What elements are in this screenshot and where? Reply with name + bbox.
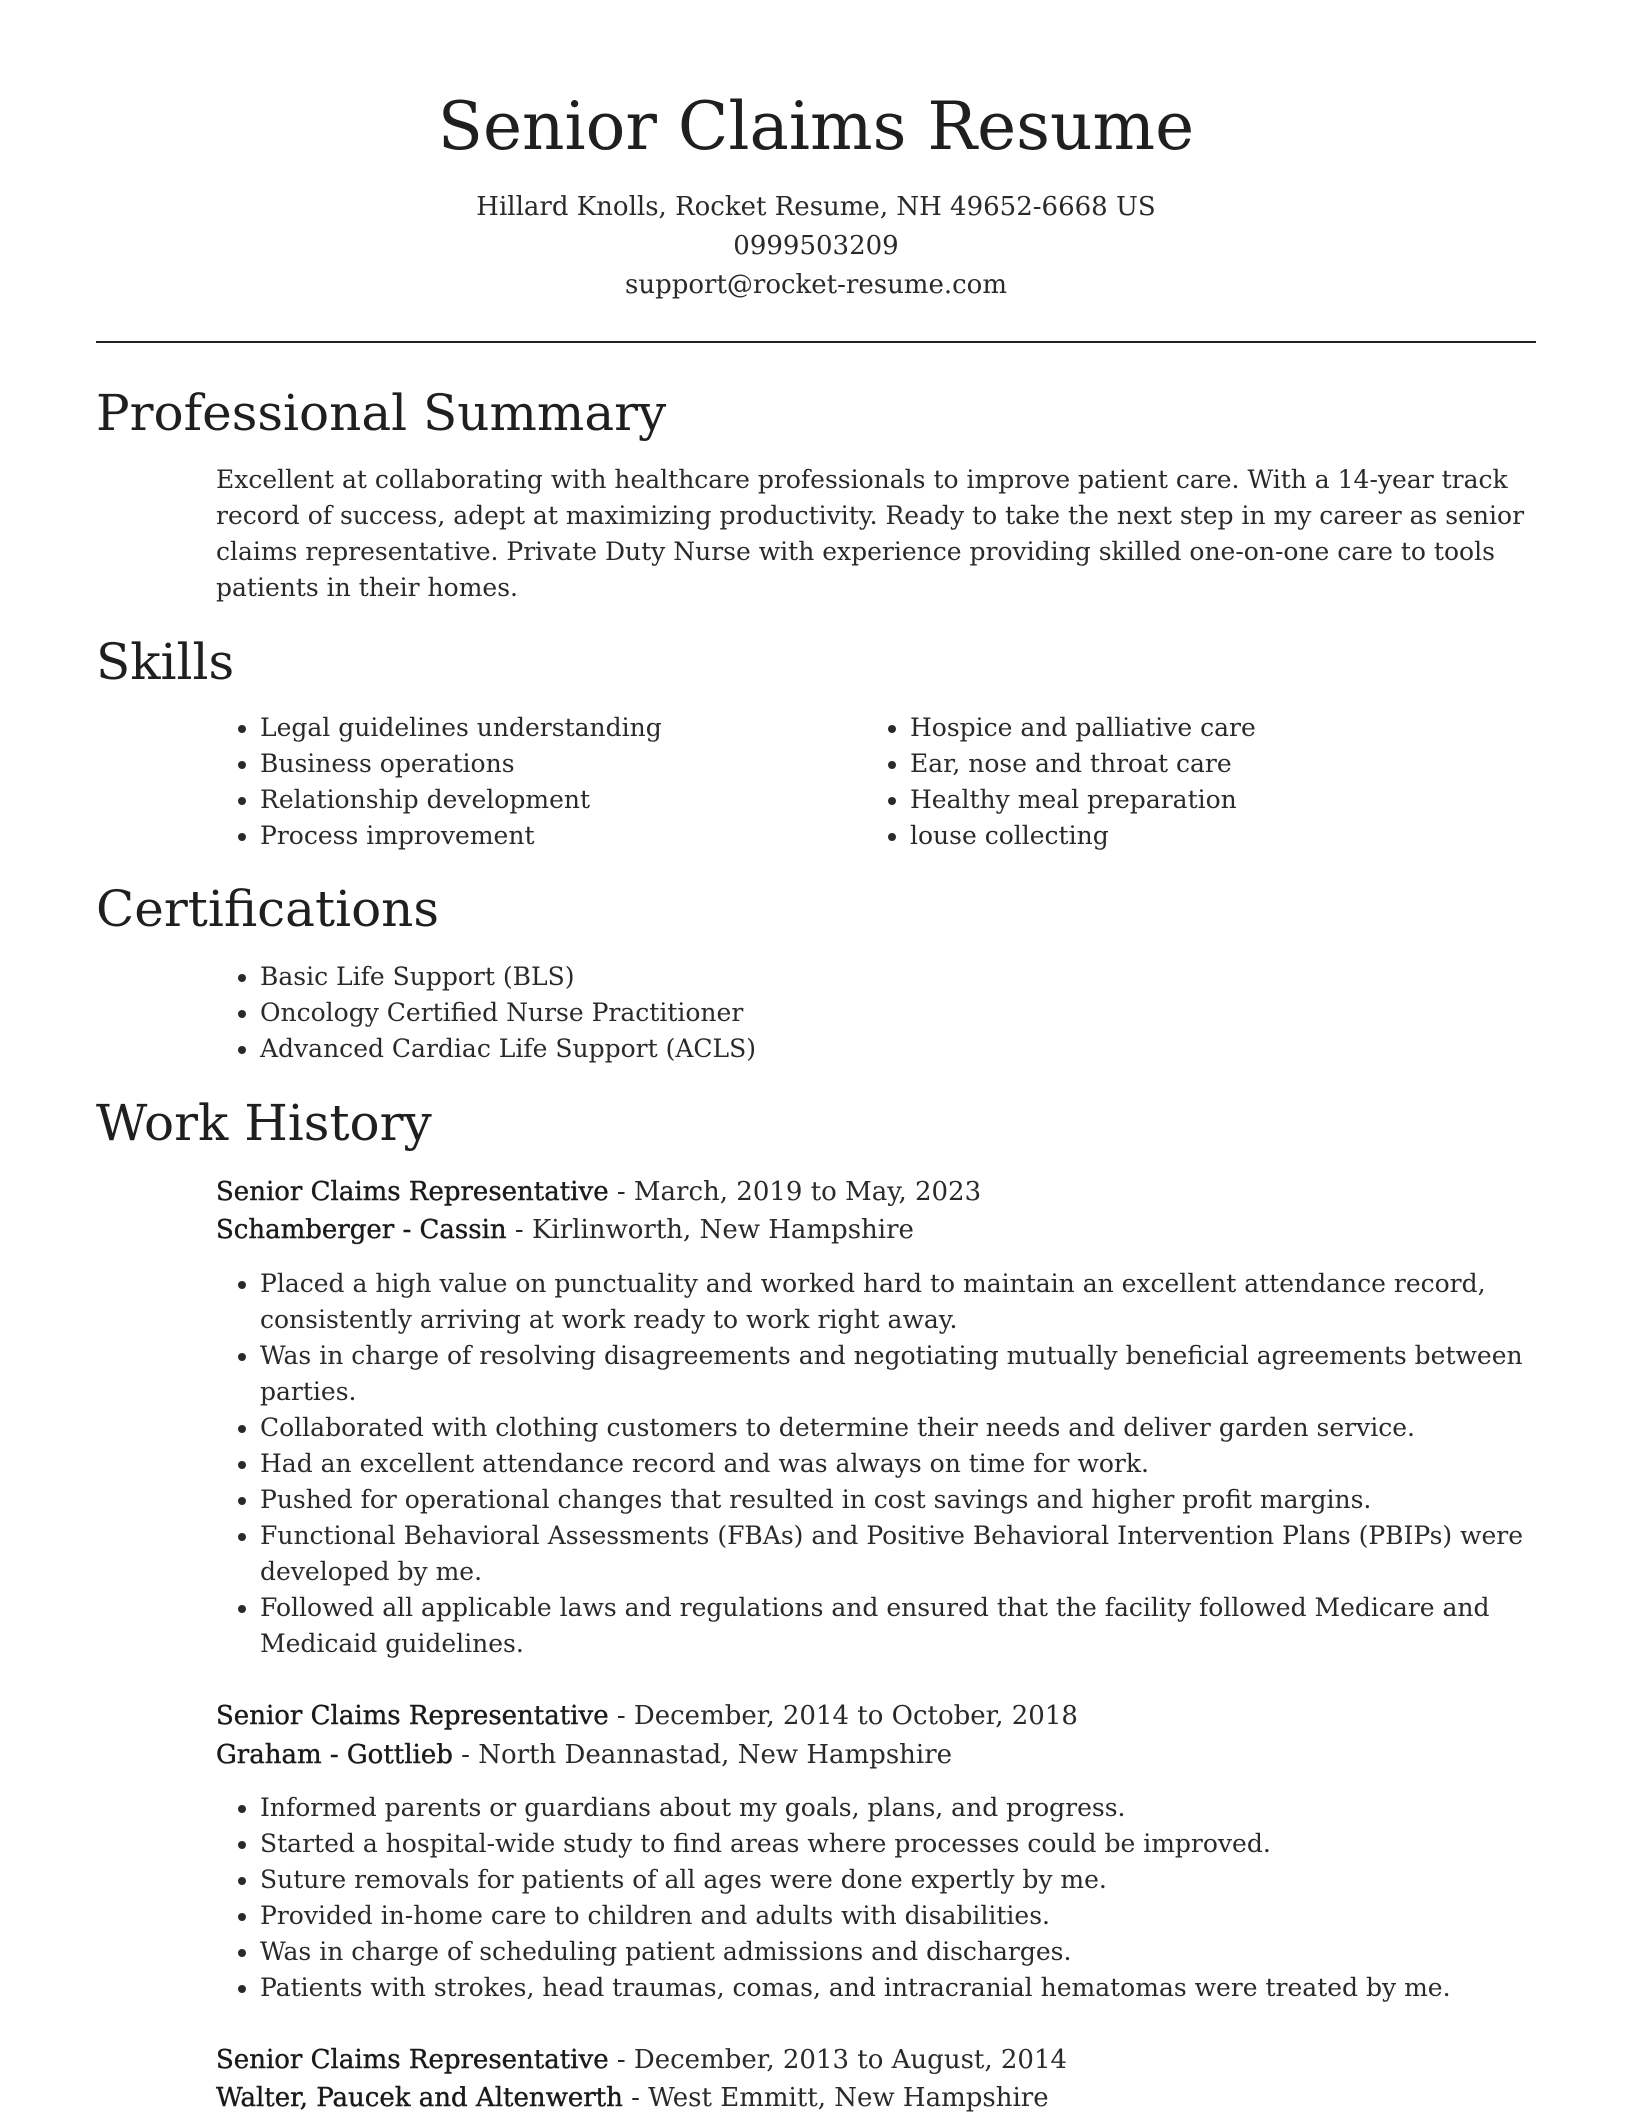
certification-item: • Basic Life Support (BLS) — [260, 959, 1560, 995]
work-history-heading: Work History — [96, 1094, 432, 1152]
job-company: Graham - Gottlieb — [216, 1740, 453, 1770]
certification-item: • Advanced Cardiac Life Support (ACLS) — [260, 1031, 1560, 1067]
job-company-line — [216, 1211, 914, 1249]
resume-header — [0, 0, 1632, 305]
certifications-heading: Certifications — [96, 880, 440, 938]
job-location: - North Deannastad, New Hampshire — [452, 1740, 953, 1770]
job-bullet: • Was in charge of resolving disagreements and negotiating mutually beneficial agreements between parties. — [260, 1338, 1560, 1410]
skill-item: • Ear, nose and throat care — [910, 746, 1530, 782]
job-bullet: • Placed a high value on punctuality and worked hard to maintain an excellent attendance record, consistently arriving at work ready to work right away. — [260, 1266, 1560, 1338]
skills-list-right — [866, 710, 1530, 854]
skill-item: • Healthy meal preparation — [910, 782, 1530, 818]
skill-item: • Legal guidelines understanding — [260, 710, 820, 746]
job-title: Senior Claims Representative — [216, 1701, 609, 1731]
job-company: Schamberger - Cassin — [216, 1215, 507, 1245]
skill-item: • Hospice and palliative care — [910, 710, 1530, 746]
job-bullet: • Suture removals for patients of all ages were done expertly by me. — [260, 1862, 1560, 1898]
job-company-line — [216, 2079, 1049, 2117]
certification-item: • Oncology Certified Nurse Practitioner — [260, 995, 1560, 1031]
document-title: Senior Claims Resume — [437, 88, 1195, 165]
skills-heading: Skills — [96, 633, 235, 691]
skill-item: • louse collecting — [910, 818, 1530, 854]
job-title-line — [216, 1697, 1078, 1735]
contact-address: Hillard Knolls, Rocket Resume, NH 49652-6668 US — [476, 192, 1156, 222]
job-location: - West Emmitt, New Hampshire — [622, 2083, 1049, 2113]
job-bullet: • Pushed for operational changes that resulted in cost savings and higher profit margins. — [260, 1482, 1560, 1518]
job-company: Walter, Paucek and Altenwerth — [216, 2083, 623, 2113]
summary-heading: Professional Summary — [96, 384, 667, 442]
job-bullet: • Started a hospital-wide study to find areas where processes could be improved. — [260, 1826, 1560, 1862]
job-bullet: • Informed parents or guardians about my goals, plans, and progress. — [260, 1790, 1560, 1826]
job-title-line — [216, 1173, 981, 1211]
contact-email: support@rocket-resume.com — [624, 270, 1007, 300]
skills-list-left — [216, 710, 820, 854]
skill-item: • Relationship development — [260, 782, 820, 818]
job-bullet: • Provided in-home care to children and adults with disabilities. — [260, 1898, 1560, 1934]
skill-item: • Process improvement — [260, 818, 820, 854]
job-bullet: • Was in charge of scheduling patient admissions and discharges. — [260, 1934, 1560, 1970]
certifications-list — [216, 959, 1560, 1067]
job-bullet: • Functional Behavioral Assessments (FBAs) and Positive Behavioral Intervention Plans (PBIPs) were developed by me. — [260, 1518, 1560, 1590]
contact-block — [0, 188, 1632, 305]
summary-text: Excellent at collaborating with healthcare professionals to improve patient care. With a 14-year track record of success, adept at maximizing productivity. Ready to take the next step in my career as senior claims representative. Private Duty Nurse with experience providing skilled one-on-one care to tools patients in their homes. — [216, 465, 1525, 602]
job-title: Senior Claims Representative — [216, 2045, 609, 2075]
header-divider — [96, 341, 1536, 343]
job-bullets — [216, 1266, 1560, 1662]
job-bullets — [216, 1790, 1560, 2006]
job-company-line — [216, 1736, 952, 1774]
job-title: Senior Claims Representative — [216, 1177, 609, 1207]
job-location: - Kirlinworth, New Hampshire — [506, 1215, 914, 1245]
skill-item: • Business operations — [260, 746, 820, 782]
job-dates: - December, 2014 to October, 2018 — [608, 1701, 1078, 1731]
job-bullet: • Collaborated with clothing customers to determine their needs and deliver garden service. — [260, 1410, 1560, 1446]
contact-phone: 0999503209 — [733, 231, 899, 261]
job-bullet: • Followed all applicable laws and regulations and ensured that the facility followed Medicare and Medicaid guidelines. — [260, 1590, 1560, 1662]
job-bullet: • Had an excellent attendance record and was always on time for work. — [260, 1446, 1560, 1482]
job-title-line — [216, 2041, 1067, 2079]
job-dates: - December, 2013 to August, 2014 — [608, 2045, 1068, 2075]
job-bullet: • Patients with strokes, head traumas, comas, and intracranial hematomas were treated by me. — [260, 1970, 1560, 2006]
job-dates: - March, 2019 to May, 2023 — [608, 1177, 982, 1207]
